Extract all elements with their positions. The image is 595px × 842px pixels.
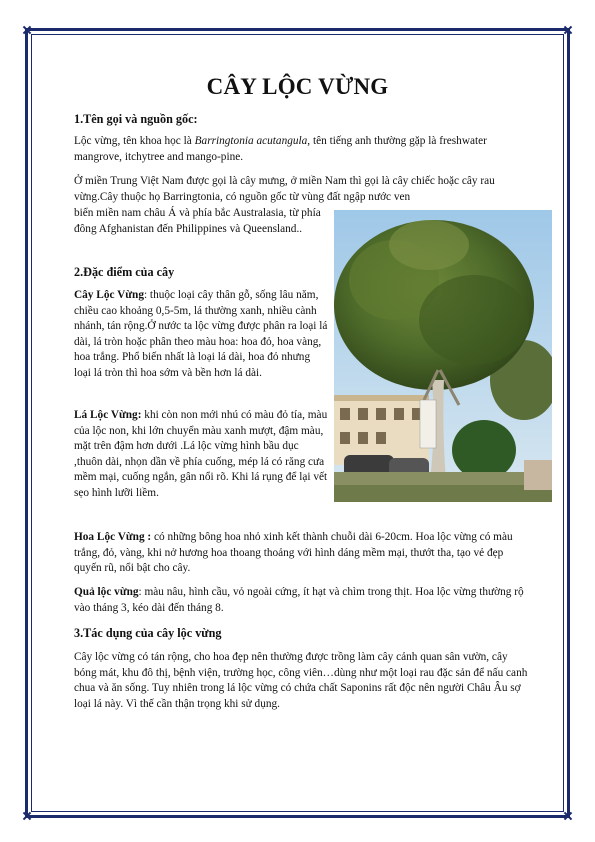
section-1-paragraph-2-rest: biển miền nam châu Á và phía bắc Australasia, từ phía đông Afghanistan đến Philippines và Queensland.. — [74, 207, 321, 235]
corner-ornament-top-left — [22, 25, 32, 35]
flower-description — [74, 530, 529, 577]
section-2-heading: 2.Đặc điểm của cây — [74, 265, 175, 279]
corner-ornament-bottom-left — [22, 811, 32, 821]
text-run: khi còn non mới nhú có màu đỏ tía, màu của lộc non, khi lớn chuyển màu xanh mượt, đậm màu, mặt trên đậm hơn dưới .Lá lộc vừng hình bầu dục ,thuôn dài, nhọn dần về phía cuống, mép lá có răng cưa mềm mại, cuống ngắn, gân nổi rõ. Khi lá rụng để lại vết sẹo hình lưỡi liềm. — [74, 409, 328, 499]
text-run: có những bông hoa nhỏ xinh kết thành chuỗi dài 6-20cm. Hoa lộc vừng có màu trắng, đỏ, vàng, khi nở hương hoa thoang thoảng với hình dáng mềm mại, thướt tha, tạo vẻ đẹp quyến rũ, nổi bật cho cây. — [74, 531, 513, 575]
corner-ornament-bottom-right — [563, 811, 573, 821]
tree-photo — [334, 210, 552, 502]
scientific-name: Barringtonia acutangula — [194, 135, 308, 147]
section-1-heading: 1.Tên gọi và nguồn gốc: — [74, 112, 198, 126]
text-run: , tên tiếng anh thường gặp là freshwater mangrove, itchytree and mango-pine. — [74, 135, 487, 163]
corner-ornament-top-right — [563, 25, 573, 35]
text-run: : thuộc loại cây thân gỗ, sống lâu năm, chiều cao khoảng 0,5-5m, lá thường xanh, nhiều cành nhánh, tán rộng.Ở nước ta lộc vừng được phân ra loại lá dài, lá tròn hoặc phân theo màu hoa: hoa đỏ, hoa vàng, hoa trắng. Phổ biến nhất là loại lá dài, hoa đỏ nhưng loại lá tròn thì hoa sớm và bền hơn lá dài. — [74, 289, 328, 379]
section-1-paragraph-2-lead: Ở miền Trung Việt Nam được gọi là cây mưng, ở miền Nam thì gọi là cây chiếc hoặc cây rau vừng.Cây thuộc họ Barringtonia, có nguồn gốc từ vùng đất ngập nước ven — [74, 175, 495, 203]
leaf-description — [74, 408, 329, 502]
fruit-description — [74, 585, 529, 616]
section-1-paragraph-1 — [74, 134, 529, 165]
text-run: : màu nâu, hình cầu, vỏ ngoài cứng, ít hạt và chìm trong thịt. Hoa lộc vừng thường rộ vào tháng 3, kéo dài đến tháng 8. — [74, 586, 524, 614]
flower-label: Hoa Lộc Vừng : — [74, 531, 152, 543]
tree-label: Cây Lộc Vừng — [74, 289, 144, 301]
section-3-heading: 3.Tác dụng của cây lộc vừng — [74, 626, 222, 640]
section-3-paragraph: Cây lộc vừng có tán rộng, cho hoa đẹp nên thường được trồng làm cây cảnh quan sân vườn, cây bóng mát, khu đô thị, bệnh viện, trường học, công viên…dùng như một loại rau đặc sản để nấu canh chua và ăn sống. Tuy nhiên trong lá lộc vừng có chứa chất Saponins rất độc nên người Châu Âu sợ loại lá này. Vì thế cần thận trọng khi sử dụng. — [74, 651, 528, 710]
leaf-label: Lá Lộc Vừng: — [74, 409, 142, 421]
tree-description — [74, 288, 329, 382]
text-run: Lộc vừng, tên khoa học là — [74, 135, 195, 147]
fruit-label: Quả lộc vừng — [74, 586, 139, 598]
document-title: CÂY LỘC VỪNG — [206, 74, 389, 99]
